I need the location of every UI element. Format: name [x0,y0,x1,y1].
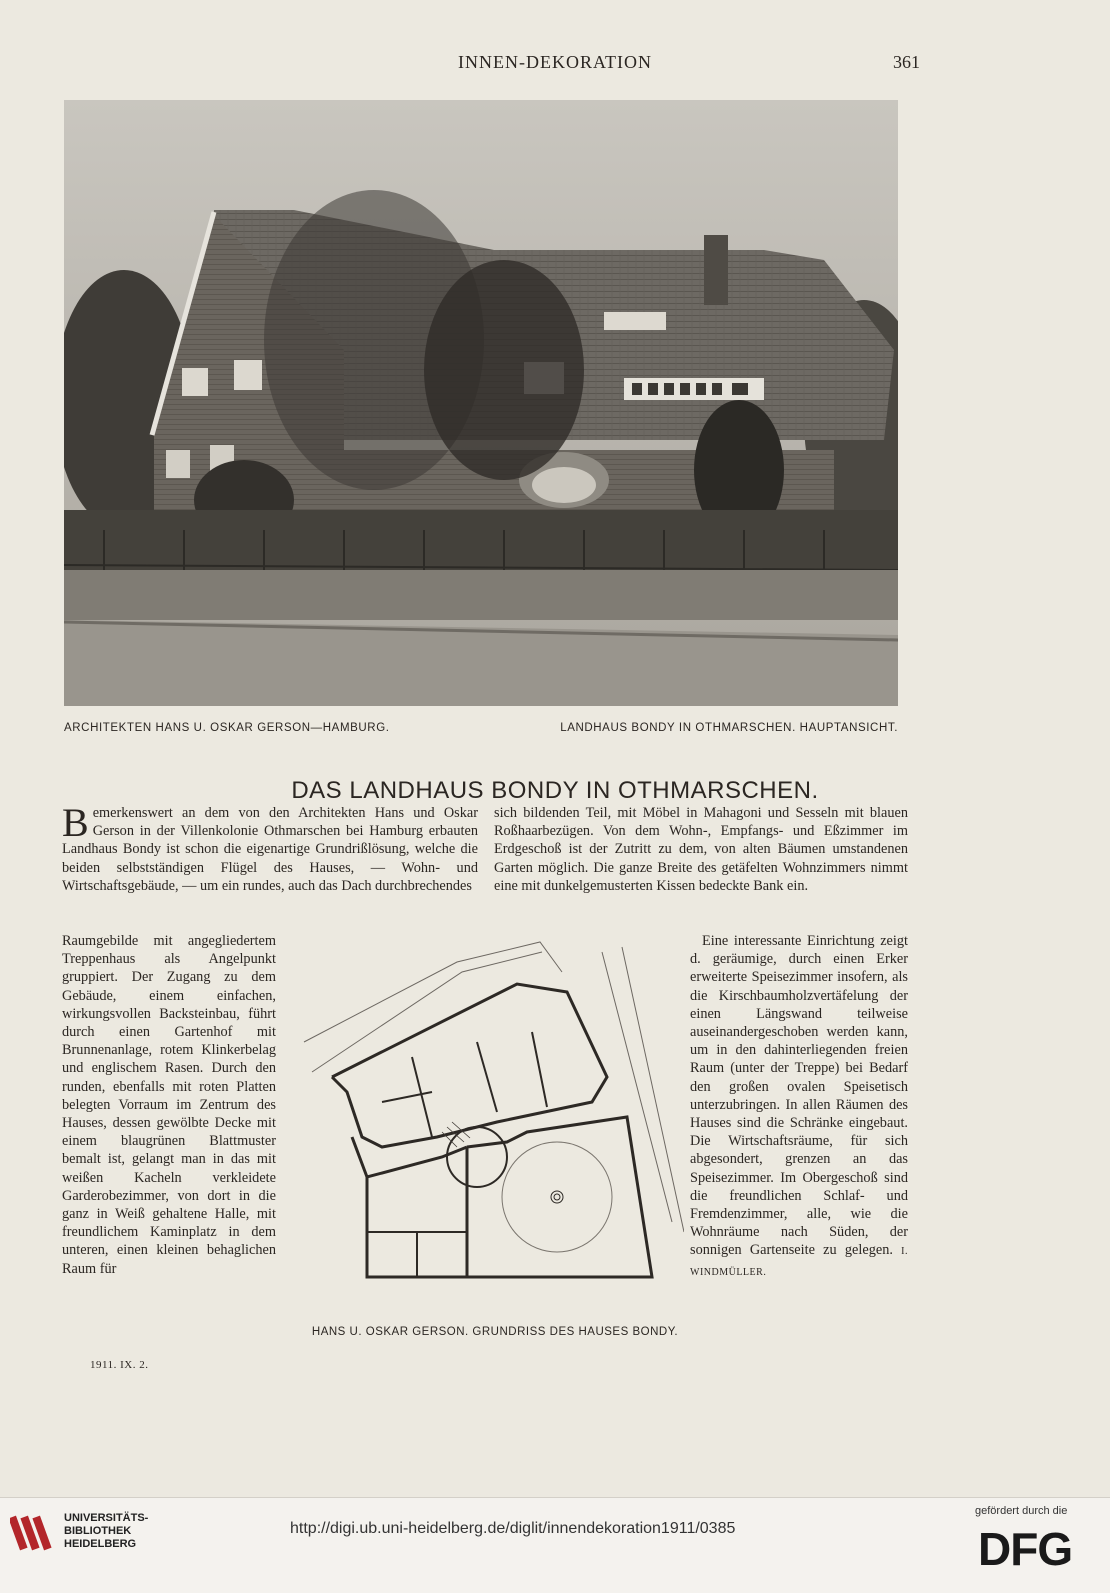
source-url-link[interactable]: http://digi.ub.uni-heidelberg.de/diglit/innendekoration1911/0385 [290,1520,736,1537]
article-title: DAS LANDHAUS BONDY IN OTHMARSCHEN. [291,777,819,804]
funding-note: gefördert durch die [975,1505,1068,1517]
house-photograph [64,100,898,706]
floor-plan-caption: HANS U. OSKAR GERSON. GRUNDRISS DES HAUSES BONDY. [311,1326,679,1338]
right-column-bottom-text: Eine interessante Einrichtung zeigt d. geräumige, durch einen Erker erweiterte Speisezimmer insofern, als die Kirschbaumholzvertäfelung der einen Längswand teilweise auseinandergeschoben werden kann, um in den dahinterliegenden freien Raum (unter der Treppe) bei Bedarf den großen ovalen Speisetisch unterzubringen. In allen Räumen des Hauses sind die Schränke eingebaut. Die Wirtschaftsräume, für sich abgesondert, grenzen an das Speisezimmer. Im Obergeschoß sind die freundlichen Schlaf- und Fremdenzimmer, alle, wie die Wohnräume nach Süden, der sonnigen Gartenseite zu gelegen. [690,933,908,1259]
left-column-bottom: Raumgebilde mit angegliedertem Treppenhaus als Angelpunkt gruppiert. Der Zugang zu dem Gebäude, einem einfachen, wirkungsvollen Backsteinbau, führt durch einen Gartenhof mit Brunnenanlage, rotem Klinkerbelag und englischem Rasen. Durch den runden, ebenfalls mit roten Platten belegten Vorraum im Zentrum des Hauses, dessen gewölbte Decke mit einem blaugrünen Blattmuster bemalt ist, gelangt man in das mit weißen Kacheln verkleidete Garderobezimmer, von dort in die ganz in Weiß gehaltene Halle, mit freundlichem Kaminplatz in dem unteren, einen kleinen behaglichen Raum für [62,933,276,1277]
digitization-footer [0,1497,1110,1593]
page-number: 361 [893,52,920,72]
left-column-top-text: emerkenswert an dem von den Architekten Hans und Oskar Gerson in der Villenkolonie Othmarschen bei Hamburg erbauten Landhaus Bondy ist schon die eigenartige Grundrißlösung, welche die beiden selbstständigen Flügel des Hauses, — Wohn- und Wirtschaftsgebäude, — um ein rundes, auch das Dach durchbrechendes [62,805,478,894]
print-code: 1911. IX. 2. [90,1359,149,1371]
running-header: INNEN-DEKORATION [458,52,652,72]
floor-plan [292,932,684,1322]
photo-caption-left: ARCHITEKTEN HANS U. OSKAR GERSON—HAMBURG. [64,722,390,734]
library-name: UNIVERSITÄTS- BIBLIOTHEK HEIDELBERG [64,1512,149,1550]
photo-caption-right: LANDHAUS BONDY IN OTHMARSCHEN. HAUPTANSICHT. [560,722,898,734]
right-column-top: sich bildenden Teil, mit Möbel in Mahagoni und Sesseln mit blauen Roßhaarbezügen. Von dem Wohn-, Empfangs- und Eßzimmer im Erdgeschoß ist der Zutritt zu dem, von alten Bäumen umstandenen Garten möglich. Die ganze Breite des getäfelten Wohnzimmers nimmt eine mit dunkelgemusterten Kissen bedeckte Bank ein. [494,805,908,894]
drop-cap: B [62,804,89,845]
library-logo-icon [10,1510,60,1560]
author-signature: I. WINDMÜLLER. [690,1246,908,1278]
left-column-top [62,804,478,932]
right-column-bottom [690,932,908,1332]
dfg-logo: DFG [978,1523,1073,1575]
